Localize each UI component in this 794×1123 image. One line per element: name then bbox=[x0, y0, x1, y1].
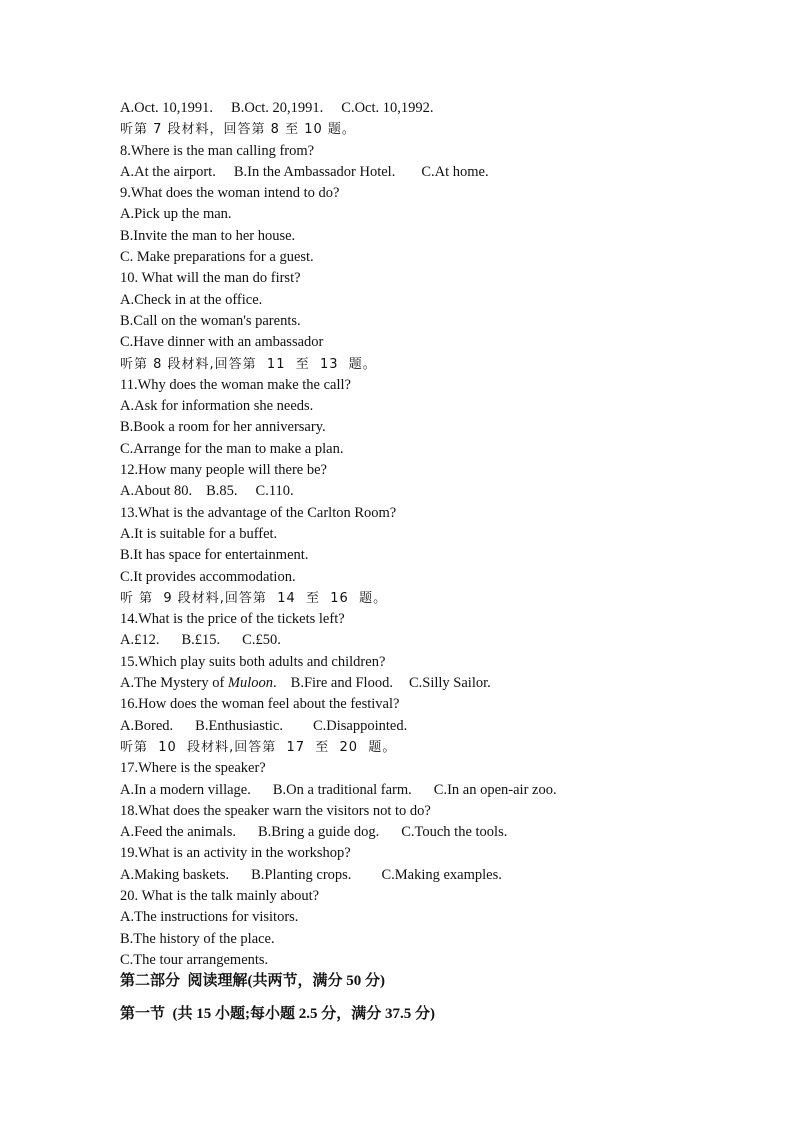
question-line bbox=[120, 545, 760, 566]
question-text: A.Pick up the man. bbox=[120, 206, 232, 223]
option-row bbox=[120, 780, 760, 801]
question-line bbox=[120, 929, 760, 950]
question-text: 20. What is the talk mainly about? bbox=[120, 887, 320, 904]
answer-option: C.Disappointed. bbox=[312, 717, 408, 734]
question-text: 11.Why does the woman make the call? bbox=[120, 376, 351, 393]
option-text: . bbox=[273, 675, 277, 692]
answer-option: B.Bring a guide dog. bbox=[257, 824, 380, 841]
option-row bbox=[120, 865, 760, 886]
question-line bbox=[120, 204, 760, 225]
instruction-text: 听第 10 段材料,回答第 17 至 20 题。 bbox=[120, 739, 397, 755]
section-heading bbox=[120, 971, 760, 992]
question-text: 12.How many people will there be? bbox=[120, 462, 327, 479]
question-text: 14.What is the price of the tickets left? bbox=[120, 611, 345, 628]
option-text: A.The Mystery of bbox=[120, 675, 228, 692]
answer-option: C.At home. bbox=[421, 163, 489, 180]
question-text: C. Make preparations for a guest. bbox=[120, 249, 314, 266]
answer-option: A.Bored. bbox=[120, 717, 174, 734]
answer-option: C.Silly Sailor. bbox=[408, 675, 491, 692]
exam-page bbox=[120, 98, 760, 1026]
listening-instruction bbox=[120, 119, 760, 140]
listening-instruction bbox=[120, 588, 760, 609]
question-text: A.Check in at the office. bbox=[120, 291, 263, 308]
question-text: A.The instructions for visitors. bbox=[120, 909, 299, 926]
question-line bbox=[120, 141, 760, 162]
question-text: C.It provides accommodation. bbox=[120, 568, 296, 585]
question-line bbox=[120, 290, 760, 311]
question-line bbox=[120, 694, 760, 715]
question-line bbox=[120, 375, 760, 396]
question-line bbox=[120, 524, 760, 545]
question-text: 8.Where is the man calling from? bbox=[120, 142, 315, 159]
question-line bbox=[120, 609, 760, 630]
question-line bbox=[120, 801, 760, 822]
question-text: 16.How does the woman feel about the festival? bbox=[120, 696, 400, 713]
answer-option: A.About 80. bbox=[120, 483, 193, 500]
question-text: C.Arrange for the man to make a plan. bbox=[120, 440, 344, 457]
question-line bbox=[120, 950, 760, 971]
answer-option: A.Oct. 10,1991. bbox=[120, 100, 214, 116]
question-text: C.Have dinner with an ambassador bbox=[120, 334, 324, 351]
question-line bbox=[120, 907, 760, 928]
question-text: 19.What is an activity in the workshop? bbox=[120, 845, 351, 862]
answer-option: C.Oct. 10,1992. bbox=[341, 100, 434, 116]
answer-option bbox=[120, 673, 277, 694]
question-line bbox=[120, 652, 760, 673]
answer-option: A.At the airport. bbox=[120, 163, 216, 180]
question-line bbox=[120, 758, 760, 779]
question-text: A.It is suitable for a buffet. bbox=[120, 525, 278, 542]
question-line bbox=[120, 268, 760, 289]
answer-option: A.£12. bbox=[120, 632, 160, 649]
question-line bbox=[120, 503, 760, 524]
question-text: 9.What does the woman intend to do? bbox=[120, 185, 340, 202]
answer-option: A.In a modern village. bbox=[120, 781, 251, 798]
question-text: C.The tour arrangements. bbox=[120, 951, 269, 968]
answer-option: B.Oct. 20,1991. bbox=[231, 100, 324, 116]
question-line bbox=[120, 460, 760, 481]
question-line bbox=[120, 567, 760, 588]
question-line bbox=[120, 311, 760, 332]
option-row bbox=[120, 673, 760, 694]
question-text: B.It has space for entertainment. bbox=[120, 547, 309, 564]
answer-option: B.£15. bbox=[181, 632, 221, 649]
question-line bbox=[120, 886, 760, 907]
question-text: 18.What does the speaker warn the visitors not to do? bbox=[120, 802, 431, 819]
option-row bbox=[120, 162, 760, 183]
answer-option: A.Making baskets. bbox=[120, 866, 230, 883]
question-line bbox=[120, 439, 760, 460]
instruction-text: 听第 7 段材料，回答第 8 至 10 题。 bbox=[120, 122, 356, 138]
option-row bbox=[120, 98, 760, 119]
option-row bbox=[120, 630, 760, 651]
answer-option: C.Making examples. bbox=[381, 866, 502, 883]
question-line bbox=[120, 417, 760, 438]
question-text: 15.Which play suits both adults and children? bbox=[120, 653, 386, 670]
instruction-text: 听第 8 段材料,回答第 11 至 13 题。 bbox=[120, 356, 377, 372]
answer-option: B.Enthusiastic. bbox=[195, 717, 283, 734]
answer-option: B.On a traditional farm. bbox=[272, 781, 412, 798]
question-line bbox=[120, 226, 760, 247]
question-text: 17.Where is the speaker? bbox=[120, 760, 266, 777]
answer-option: C.Touch the tools. bbox=[401, 824, 508, 841]
listening-instruction bbox=[120, 737, 760, 758]
play-title: Muloon bbox=[227, 675, 274, 692]
answer-option: B.85. bbox=[206, 483, 238, 500]
question-line bbox=[120, 247, 760, 268]
question-text: A.Ask for information she needs. bbox=[120, 398, 314, 415]
instruction-text: 听 第 9 段材料,回答第 14 至 16 题。 bbox=[120, 590, 388, 606]
question-text: B.Call on the woman's parents. bbox=[120, 312, 301, 329]
answer-option: B.Fire and Flood. bbox=[290, 675, 393, 692]
question-line bbox=[120, 396, 760, 417]
question-line bbox=[120, 183, 760, 204]
question-text: 13.What is the advantage of the Carlton Room? bbox=[120, 504, 397, 521]
question-line bbox=[120, 843, 760, 864]
question-text: B.Book a room for her anniversary. bbox=[120, 419, 326, 436]
question-line bbox=[120, 332, 760, 353]
option-row bbox=[120, 481, 760, 502]
section-heading-text: 第二部分 阅读理解(共两节，满分 50 分) bbox=[120, 973, 385, 990]
option-row bbox=[120, 716, 760, 737]
question-text: 10. What will the man do first? bbox=[120, 270, 301, 287]
section-heading bbox=[120, 1004, 760, 1025]
question-text: B.The history of the place. bbox=[120, 930, 275, 947]
answer-option: C.£50. bbox=[242, 632, 281, 649]
section-heading-text: 第一节 (共 15 小题;每小题 2.5 分，满分 37.5 分) bbox=[120, 1006, 435, 1023]
answer-option: A.Feed the animals. bbox=[120, 824, 236, 841]
listening-instruction bbox=[120, 354, 760, 375]
answer-option: B.In the Ambassador Hotel. bbox=[233, 163, 396, 180]
answer-option: C.In an open-air zoo. bbox=[433, 781, 557, 798]
answer-option: B.Planting crops. bbox=[251, 866, 352, 883]
option-row bbox=[120, 822, 760, 843]
question-text: B.Invite the man to her house. bbox=[120, 227, 296, 244]
answer-option: C.110. bbox=[255, 483, 294, 500]
